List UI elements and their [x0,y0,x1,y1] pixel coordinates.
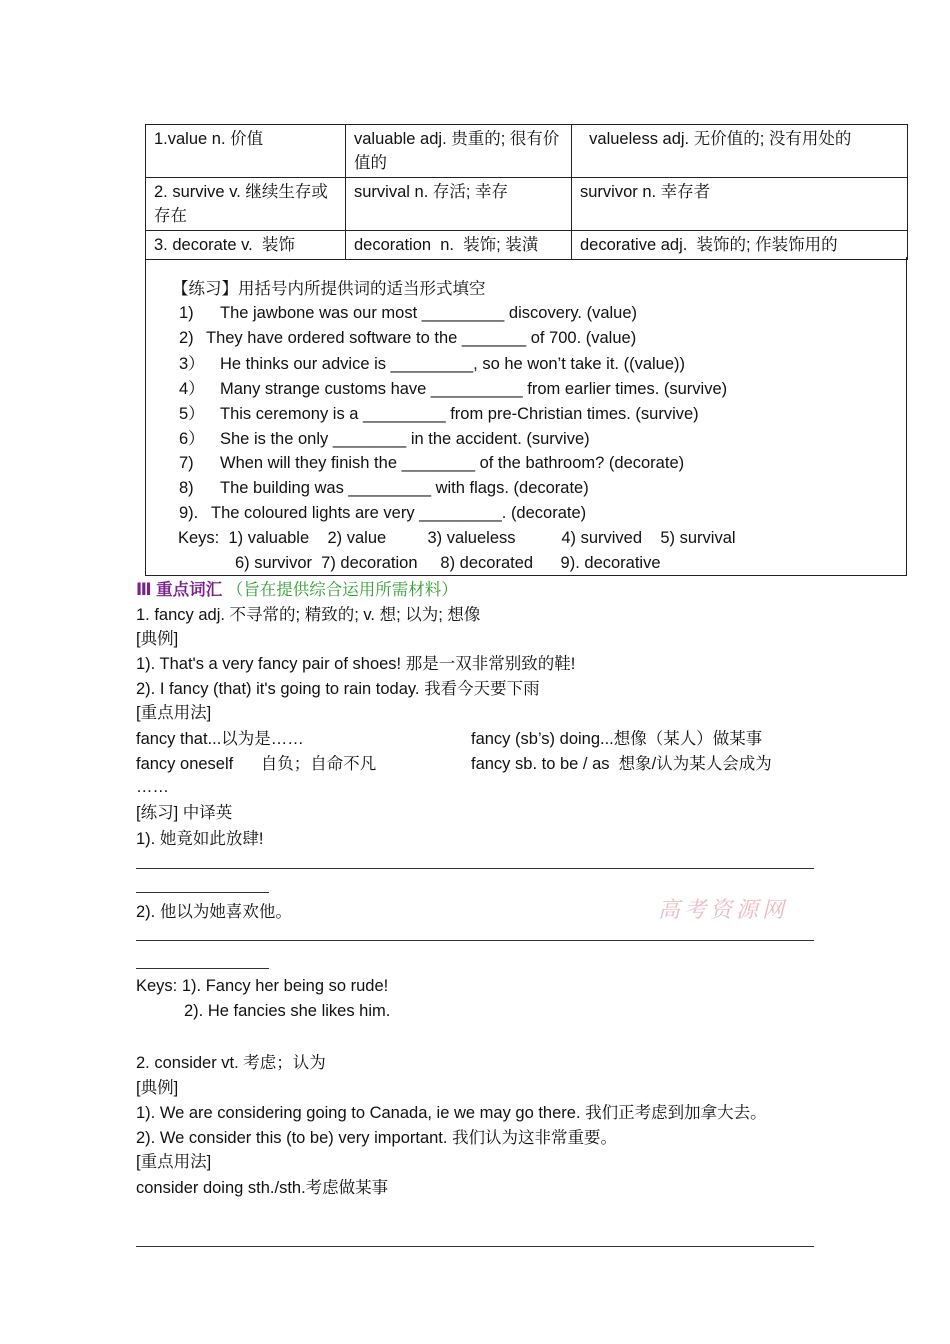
exercise-item-number: 3） [179,355,205,373]
practice-keys: 2). He fancies she likes him. [184,1002,391,1020]
table-cell: survivor n. 幸存者 [572,178,908,231]
examples-label: [典例] [136,630,179,648]
section-heading [136,578,458,602]
exercise-item-number: 5） [179,405,205,423]
exercise-item-number: 1) [179,304,194,322]
exercise-heading: 【练习】用括号内所提供词的适当形式填空 [172,280,486,298]
answer-line [136,868,814,869]
example-sentence: 1). We are considering going to Canada, ie we may go there. 我们正考虑到加拿大去。 [136,1104,767,1122]
footer-divider [136,1246,814,1247]
vocabulary-table [145,124,908,260]
usage-item: fancy sb. to be / as 想象/认为某人会成为 [471,755,772,773]
exercise-item-text: She is the only ________ in the accident. (survive) [220,430,590,448]
table-cell: 1.value n. 价值 [146,125,346,178]
answer-line [136,940,814,941]
exercise-item-number: 8) [179,479,194,497]
table-cell: survival n. 存活; 幸存 [346,178,572,231]
example-sentence: 2). We consider this (to be) very important. 我们认为这非常重要。 [136,1129,618,1147]
exercise-item-text: When will they finish the ________ of the bathroom? (decorate) [220,454,685,472]
table-cell: valueless adj. 无价值的; 没有用处的 [572,125,908,178]
table-cell: decoration n. 装饰; 装潢 [346,231,572,260]
vocab-headword: 2. consider vt. 考虑；认为 [136,1054,326,1072]
practice-question: 2). 他以为她喜欢他。 [136,903,292,921]
exercise-item-text: The building was _________ with flags. (decorate) [220,479,589,497]
practice-question: 1). 她竟如此放肆! [136,830,264,848]
table-row [146,231,908,260]
usage-item: consider doing sth./sth.考虑做某事 [136,1179,389,1197]
examples-label: [典例] [136,1079,179,1097]
exercise-item-text: This ceremony is a _________ from pre-Christian times. (survive) [220,405,699,423]
exercise-item-number: 6） [179,430,205,448]
usage-item: fancy (sb’s) doing...想像（某人）做某事 [471,730,763,748]
table-cell: valuable adj. 贵重的; 很有价值的 [346,125,572,178]
example-sentence: 1). That's a very fancy pair of shoes! 那是一双非常别致的鞋! [136,655,576,673]
usage-label: [重点用法] [136,1153,212,1171]
table-row [146,125,908,178]
exercise-item-text: Many strange customs have __________ from earlier times. (survive) [220,380,728,398]
exercise-item-text: The coloured lights are very _________. (decorate) [211,504,587,522]
example-sentence: 2). I fancy (that) it's going to rain today. 我看今天要下雨 [136,680,540,698]
exercise-item-number: 2) [179,329,194,347]
practice-label: [练习] 中译英 [136,804,233,822]
usage-continuation: …… [136,778,169,796]
exercise-item-text: The jawbone was our most _________ discovery. (value) [220,304,638,322]
watermark-logo: 高考资源网 [658,898,789,923]
usage-label: [重点用法] [136,704,212,722]
table-row [146,178,908,231]
exercise-item-number: 4） [179,380,205,398]
vocab-headword: 1. fancy adj. 不寻常的; 精致的; v. 想; 以为; 想像 [136,606,481,624]
exercise-keys: 6) survivor 7) decoration 8) decorated 9). decorative [235,554,661,572]
exercise-item-text: He thinks our advice is _________, so he won’t take it. ((value)) [220,355,685,373]
usage-item: fancy oneself 自负；自命不凡 [136,755,377,773]
exercise-item-text: They have ordered software to the _______ of 700. (value) [206,329,637,347]
exercise-keys: Keys: 1) valuable 2) value 3) valueless 4) survived 5) survival [178,529,736,547]
answer-line [136,892,269,893]
usage-item: fancy that...以为是…… [136,730,304,748]
answer-line [136,968,269,969]
table-cell: 2. survive v. 继续生存或存在 [146,178,346,231]
exercise-item-number: 7) [179,454,194,472]
section-note: （旨在提供综合运用所需材料） [226,581,458,599]
practice-keys: Keys: 1). Fancy her being so rude! [136,977,389,995]
table-cell: decorative adj. 装饰的; 作装饰用的 [572,231,908,260]
exercise-item-number: 9). [179,504,199,522]
section-title: Ⅲ 重点词汇 [136,581,223,599]
table-cell: 3. decorate v. 装饰 [146,231,346,260]
